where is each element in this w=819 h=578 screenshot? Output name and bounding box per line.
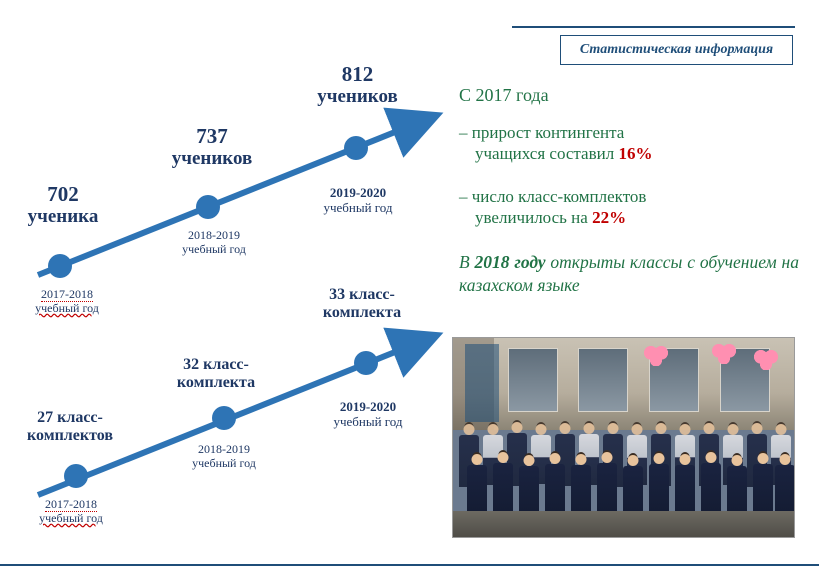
photo-person bbox=[775, 465, 795, 513]
photo-decor-flower-1 bbox=[643, 344, 669, 366]
photo-banner bbox=[465, 344, 499, 422]
students-value-2017-unit: ученика bbox=[27, 206, 99, 228]
statistics-title-text: Статистическая информация bbox=[579, 42, 774, 57]
students-year-2019-line1: 2019-2020 bbox=[329, 185, 387, 200]
summary-statement-part2: открыты классы с обучением на казахском языке bbox=[459, 252, 799, 295]
classes-value-2018 bbox=[158, 356, 274, 393]
students-point-2017 bbox=[48, 254, 72, 278]
students-value-2019 bbox=[295, 62, 420, 108]
summary-since-line: С 2017 года bbox=[459, 85, 549, 105]
summary-bullet-2-line2 bbox=[459, 207, 789, 228]
photo-person-head bbox=[608, 423, 619, 434]
photo-person-head bbox=[758, 453, 769, 464]
summary-bullet-2 bbox=[459, 186, 789, 229]
students-year-2019-line2: учебный год bbox=[323, 199, 393, 215]
photo-person bbox=[519, 466, 539, 513]
students-value-2018-unit: учеников bbox=[171, 148, 253, 170]
school-students-photo bbox=[452, 337, 795, 538]
photo-person-head bbox=[512, 422, 523, 433]
header-divider bbox=[512, 26, 795, 28]
students-point-2019 bbox=[344, 136, 368, 160]
photo-crowd bbox=[453, 414, 794, 514]
classes-year-2017-line1: 2017-2018 bbox=[45, 497, 97, 511]
photo-decor-flower-3 bbox=[753, 348, 779, 370]
photo-decor-flower-2 bbox=[711, 342, 737, 364]
students-value-2019-unit: учеников bbox=[317, 86, 398, 108]
classes-value-2019-line1: 33 класс- bbox=[329, 286, 395, 303]
photo-person-head bbox=[584, 423, 595, 434]
photo-person-head bbox=[680, 424, 691, 435]
photo-person bbox=[597, 463, 617, 513]
photo-person-head bbox=[654, 453, 665, 464]
classes-value-2018-line2: комплекта bbox=[176, 374, 256, 392]
summary-bullet-1-accent: 16% bbox=[618, 144, 653, 164]
summary-bullet-1 bbox=[459, 122, 789, 165]
photo-person-head bbox=[602, 452, 613, 463]
summary-bullet-2-text1: число класс-комплектов bbox=[471, 187, 647, 206]
summary-bullet-1-line2 bbox=[459, 143, 789, 164]
photo-person bbox=[623, 466, 643, 513]
photo-window-2 bbox=[578, 348, 628, 412]
classes-year-2018-line1: 2018-2019 bbox=[198, 442, 250, 456]
summary-bullet-1-text1: прирост контингента bbox=[471, 123, 625, 142]
photo-person-head bbox=[752, 423, 763, 434]
photo-person-head bbox=[576, 454, 587, 465]
students-year-2017-line1: 2017-2018 bbox=[41, 287, 93, 301]
photo-person-head bbox=[776, 424, 787, 435]
summary-bullet-1-dash: – bbox=[459, 123, 468, 142]
summary-bullet-2-text2: увеличилось на bbox=[475, 208, 593, 228]
summary-bullet-1-text2: учащихся составил bbox=[475, 144, 619, 164]
photo-person-head bbox=[560, 423, 571, 434]
photo-person bbox=[571, 465, 591, 513]
classes-point-2017 bbox=[64, 464, 88, 488]
photo-person-head bbox=[704, 423, 715, 434]
photo-person-head bbox=[488, 424, 499, 435]
students-value-2018-number: 737 bbox=[196, 124, 228, 148]
photo-person bbox=[701, 463, 721, 513]
photo-person-head bbox=[524, 455, 535, 466]
photo-person-head bbox=[550, 453, 561, 464]
students-value-2018 bbox=[152, 124, 272, 170]
photo-person-head bbox=[472, 454, 483, 465]
photo-person-head bbox=[680, 454, 691, 465]
students-year-2018 bbox=[152, 229, 276, 257]
summary-bullet-2-line1 bbox=[459, 186, 789, 207]
photo-person bbox=[675, 465, 695, 513]
classes-point-2019 bbox=[354, 351, 378, 375]
classes-year-2017 bbox=[12, 498, 130, 526]
statistics-title-badge bbox=[560, 35, 793, 65]
photo-person-head bbox=[656, 423, 667, 434]
classes-value-2018-line1: 32 класс- bbox=[183, 356, 249, 373]
photo-person-head bbox=[728, 424, 739, 435]
students-value-2017-number: 702 bbox=[47, 182, 79, 206]
photo-person-head bbox=[536, 424, 547, 435]
students-year-2017-line2: учебный год bbox=[35, 300, 99, 315]
photo-window-1 bbox=[508, 348, 558, 412]
classes-value-2017 bbox=[12, 409, 128, 446]
photo-person-head bbox=[498, 452, 509, 463]
classes-year-2017-line2: учебный год bbox=[39, 510, 103, 525]
classes-value-2019-line2: комплекта bbox=[322, 304, 402, 322]
summary-bullet-2-dash: – bbox=[459, 187, 468, 206]
classes-value-2017-line1: 27 класс- bbox=[37, 409, 103, 426]
students-year-2018-line2: учебный год bbox=[182, 241, 246, 256]
photo-person bbox=[753, 464, 773, 513]
photo-person-head bbox=[464, 424, 475, 435]
photo-person bbox=[493, 463, 513, 513]
classes-year-2018-line2: учебный год bbox=[192, 455, 256, 470]
classes-year-2019-line1: 2019-2020 bbox=[339, 399, 397, 414]
students-value-2019-number: 812 bbox=[341, 62, 374, 86]
classes-point-2018 bbox=[212, 406, 236, 430]
summary-statement-part1: В bbox=[459, 252, 475, 272]
photo-person-head bbox=[628, 455, 639, 466]
summary-bullet-1-line1 bbox=[459, 122, 789, 143]
photo-person bbox=[545, 464, 565, 513]
classes-year-2019-line2: учебный год bbox=[333, 413, 403, 429]
classes-year-2018 bbox=[162, 443, 286, 471]
photo-person-head bbox=[780, 454, 791, 465]
summary-bullet-2-accent: 22% bbox=[592, 208, 627, 228]
classes-year-2019 bbox=[306, 400, 430, 430]
photo-person bbox=[649, 464, 669, 513]
photo-person bbox=[727, 466, 747, 513]
students-year-2019 bbox=[296, 186, 420, 216]
classes-value-2019 bbox=[302, 286, 422, 323]
footer-divider bbox=[0, 564, 819, 566]
photo-person-head bbox=[706, 452, 717, 463]
summary-statement bbox=[459, 251, 799, 297]
photo-person-head bbox=[732, 455, 743, 466]
photo-person-head bbox=[632, 424, 643, 435]
photo-person bbox=[467, 465, 487, 513]
students-year-2018-line1: 2018-2019 bbox=[188, 228, 240, 242]
students-value-2017 bbox=[8, 182, 118, 228]
summary-statement-bold: 2018 году bbox=[474, 252, 546, 272]
students-year-2017 bbox=[8, 288, 126, 316]
photo-ground bbox=[453, 511, 794, 537]
classes-value-2017-line2: комплектов bbox=[26, 427, 113, 445]
students-point-2018 bbox=[196, 195, 220, 219]
